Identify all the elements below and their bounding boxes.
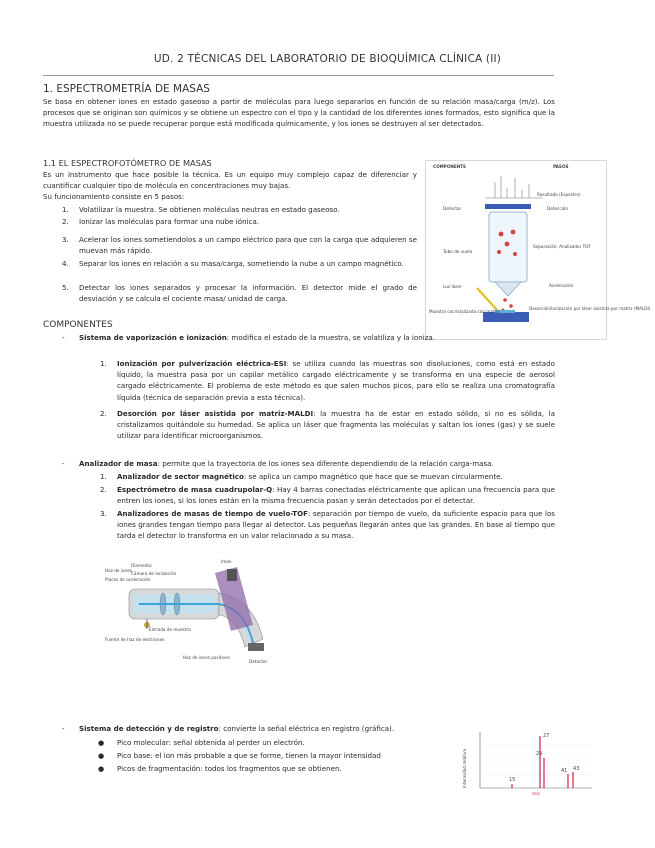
diagram-label: Imán — [221, 559, 232, 564]
step-number: 4. — [62, 259, 69, 268]
diagram-label: Detector — [249, 659, 268, 664]
diagram-label: Resultado (Espectro) — [537, 192, 581, 197]
peak-label: 43 — [573, 766, 580, 772]
bullet-dot: ● — [98, 738, 105, 747]
diagram-label: Detector — [443, 206, 462, 211]
diagram-label: Placas de aceleración — [105, 577, 151, 582]
spectrum-xlabel: m/z — [532, 791, 540, 796]
analyzer-subitem: Espectrómetro de masa cuadrupolar-Q: Hay 4 barras conectadas eléctricamente que aplican una frecuencia para que entren los iones, si los iones están en la misma frecuencia pasan y serán detectados por el detectar. — [117, 485, 556, 506]
maldi-tof-diagram — [425, 160, 651, 340]
item-number: 1. — [100, 472, 107, 481]
diagram-label: Fuente de haz de electrones — [105, 637, 165, 642]
analyzer-subitem: Analizadores de masas de tiempo de vuelo-TOF: separación por tiempo de vuelo, da suficiente espacio para que los iones grandes tengan tiempo para llegar al detector. Las pequeñas llegarán antes que las grandes. En base al tiempo que tarda el detector lo transforma en un valor relacionado a su masa. — [117, 509, 555, 541]
diagram-col-left: COMPONENTE — [433, 164, 467, 169]
steps-intro: Su funcionamiento consiste en 5 pasos: — [43, 192, 185, 201]
vaporization-item: Sistema de vaporización e ionización: modifica el estado de la muestra, se volatiliza y la ioniza. — [79, 333, 436, 342]
diagram-label: Cámara de ionización — [131, 571, 177, 576]
detector-plate — [485, 204, 531, 209]
step-number: 2. — [62, 217, 69, 226]
bullet-dash: - — [62, 333, 65, 342]
mass-spectrometer-diagram — [103, 555, 275, 680]
title-divider — [43, 75, 554, 76]
diagram-col-right: PASOS — [553, 164, 569, 169]
list-item: Acelerar los iones sometiendolos a un campo eléctrico para que con la carga que adquieren se muevan más rápido. — [79, 235, 417, 256]
diagram-label: Muestra cocristalizada con matriz — [429, 309, 500, 314]
list-item: Picos de fragmentación: todos los fragmentos que se obtienen. — [117, 764, 342, 773]
diagram-label: Desorción/ionización por láser asistida por matriz (MALDI) — [529, 306, 651, 311]
detector — [248, 643, 264, 651]
section-1-1-intro: Es un instrumento que hace posible la técnica. Es un equipo muy complejo capaz de diferenciar y cuantificar cualquier tipo de molécula en concentraciones muy bajas. — [43, 170, 417, 191]
section-1-intro: Se basa en obtener iones en estado gaseoso a partir de moléculas para luego separarlos en función de su relación masa/carga (m/z). Los procesos que se originan son químicos y se obtiene un espectro con el tipo y la cantidad de los diferentes iones formados, esto significa que la muestra utilizada no se puede recuperar porque está modificada químicamente, y los iones se destruyen al ser detectados. — [43, 97, 555, 129]
peak-label: 27 — [543, 733, 550, 739]
diagram-label: Detección — [547, 206, 569, 211]
diagram-label: Separación; Analizador TOF — [533, 244, 591, 249]
detection-item: Sistema de detección y de registro: convierte la señal eléctrica en registro (gráfica). — [79, 724, 395, 733]
maldi-item: Desorción por láser asistida por matriz-MALDI: la muestra ha de estar en estado sólido, si no es sólida, la cristalizamos quitándole su humedad. Se aplica un láser que fragmenta las moléculas y saltan los iones (gas) y se suele utilizar para identificar microorganismos. — [117, 409, 556, 441]
peak-label: 29 — [536, 751, 543, 757]
diagram-label: Entrada de muestra — [149, 627, 191, 632]
analyzer-item: Analizador de masa: permite que la trayectoria de los iones sea diferente dependiendo de la relación carga-masa. — [79, 459, 494, 468]
list-item: Ionizar las moléculas para formar una nube iónica. — [79, 217, 260, 226]
step-number: 5. — [62, 283, 69, 292]
diagram-label: Tubo de vuelo — [443, 249, 473, 254]
item-number: 1. — [100, 359, 107, 368]
esi-item: Ionización por pulverización eléctrica-ESI: se utiliza cuando las muestras son disoluciones, como está en estado líquido, la muestra pasa por un capilar metálico cargado eléctricamente y se transforma en una especie de aerosol cargado eléctricamente. El problema de este método es que salen muchos picos, para ello se realiza una cromatografía líquida (técnica de separación previa a esta técnica). — [117, 359, 555, 402]
diagram-label: Haz de iones positivos — [183, 655, 230, 660]
spectrum-ylabel: Intensidad relativa — [462, 748, 467, 788]
list-item: Detectar los iones separados y procesar la información. El detector mide el grado de desviación y se calcula el cociente masa/ unidad de carga. — [79, 283, 417, 304]
analyzer-subitem: Analizador de sector magnético: se aplica un campo magnético que hace que se muevan circularmente. — [117, 472, 503, 481]
list-item: Volatilizar la muestra. Se obtienen moléculas neutras en estado gaseoso. — [79, 205, 340, 214]
section-heading-1: 1. ESPECTROMETRÍA DE MASAS — [43, 83, 210, 95]
mass-spectrum-figure — [460, 728, 600, 798]
peak-label: 15 — [509, 777, 516, 783]
item-number: 2. — [100, 485, 107, 494]
item-number: 3. — [100, 509, 107, 518]
step-number: 1. — [62, 205, 69, 214]
spectrum-peaks — [512, 736, 573, 788]
section-heading-1-1: 1.1 EL ESPECTROFOTÓMETRO DE MASAS — [43, 158, 212, 168]
page-title: UD. 2 TÉCNICAS DEL LABORATORIO DE BIOQUÍMICA CLÍNICA (II) — [153, 53, 502, 65]
diagram-label: Filamento — [131, 563, 152, 568]
bullet-dash: - — [62, 724, 65, 733]
bullet-dot: ● — [98, 751, 105, 760]
diagram-label: Haz de iones — [105, 568, 132, 573]
list-item: Pico base: el ion más probable a que se forme, tienen la mayor intensidad — [117, 751, 381, 760]
bullet-dot: ● — [98, 764, 105, 773]
bullet-dash: - — [62, 459, 65, 468]
list-item: Separar los iones en relación a su masa/carga, sometiendo la nube a un campo magnético. — [79, 259, 404, 268]
peak-label: 41 — [561, 768, 568, 774]
flight-tube — [489, 212, 527, 282]
components-heading: COMPONENTES — [43, 320, 113, 330]
diagram-label: Aceleración — [549, 283, 574, 288]
item-number: 2. — [100, 409, 107, 418]
step-number: 3. — [62, 235, 69, 244]
diagram-label: Luz láser — [443, 284, 462, 289]
list-item: Pico molecular: señal obtenida al perder un electrón. — [117, 738, 305, 747]
